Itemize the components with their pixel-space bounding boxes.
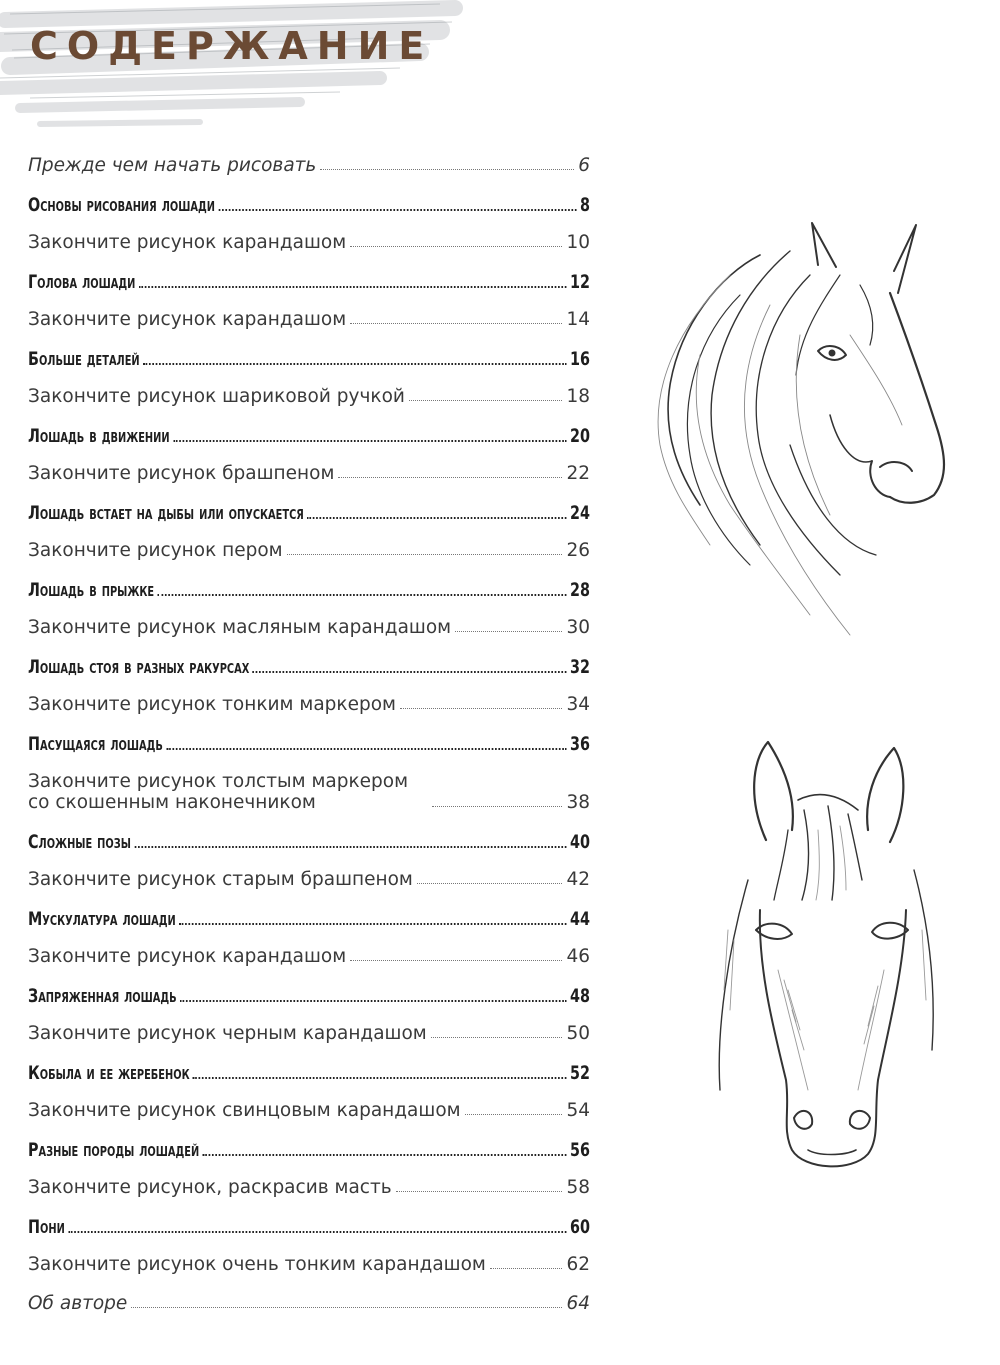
dot-leader xyxy=(417,882,563,884)
dot-leader xyxy=(396,1190,563,1192)
toc-heading-entry xyxy=(28,831,590,853)
dot-leader xyxy=(134,845,566,848)
toc-page-number: 42 xyxy=(566,869,590,890)
toc-heading-entry xyxy=(28,502,590,524)
toc-entry-title: Закончите рисунок тонким маркером xyxy=(28,694,396,715)
toc-entry xyxy=(28,1177,590,1198)
dot-leader xyxy=(409,399,563,401)
toc-entry-title: Мускулатура лошади xyxy=(28,907,176,930)
dot-leader xyxy=(350,245,562,247)
toc-heading-entry xyxy=(28,271,590,293)
toc-page-number: 12 xyxy=(569,270,590,293)
toc-entry xyxy=(28,946,590,967)
toc-entry-title: Закончите рисунок шариковой ручкой xyxy=(28,386,405,407)
toc-entry-title: Закончите рисунок брашпеном xyxy=(28,463,335,484)
dot-leader xyxy=(157,593,566,596)
dot-leader xyxy=(338,476,562,478)
dot-leader xyxy=(432,805,562,807)
toc-entry xyxy=(28,540,590,561)
toc-heading-entry xyxy=(28,985,590,1007)
toc-page-number: 22 xyxy=(566,463,590,484)
toc-page-number: 46 xyxy=(566,946,590,967)
toc-entry-title: Больше деталей xyxy=(28,347,140,370)
toc-page-number: 10 xyxy=(566,232,590,253)
toc-entry-title: Лошадь в прыжке xyxy=(28,578,155,601)
toc-heading-entry xyxy=(28,579,590,601)
toc-page-number: 44 xyxy=(569,907,590,930)
toc-entry xyxy=(28,694,590,715)
toc-page-number: 16 xyxy=(569,347,590,370)
toc-page-number: 36 xyxy=(569,732,590,755)
toc-entry-title: Закончите рисунок свинцовым карандашом xyxy=(28,1100,461,1121)
dot-leader xyxy=(179,922,567,925)
dot-leader xyxy=(350,959,562,961)
toc-entry-title: Голова лошади xyxy=(28,270,136,293)
toc-page-number: 34 xyxy=(566,694,590,715)
toc-entry xyxy=(28,617,590,638)
dot-leader xyxy=(320,168,574,170)
toc-entry xyxy=(28,1254,590,1275)
toc-heading-entry xyxy=(28,1062,590,1084)
toc-heading-entry xyxy=(28,733,590,755)
toc-page-number: 14 xyxy=(566,309,590,330)
toc-entry-title: Закончите рисунок пером xyxy=(28,540,283,561)
toc-entry-title: Прежде чем начать рисовать xyxy=(28,155,317,176)
toc-entry-title: Пони xyxy=(28,1215,65,1238)
dot-leader xyxy=(131,1306,562,1308)
dot-leader xyxy=(455,630,562,632)
toc-entry-title: Кобыла и ее жеребенок xyxy=(28,1061,190,1084)
toc-page-number: 48 xyxy=(569,984,590,1007)
toc-entry-title: Закончите рисунок карандашом xyxy=(28,946,347,967)
toc-page-number: 52 xyxy=(569,1061,590,1084)
toc-heading-entry xyxy=(28,1139,590,1161)
toc-heading-entry xyxy=(28,656,590,678)
toc-entry xyxy=(28,463,590,484)
toc-page-number: 8 xyxy=(579,193,590,216)
toc-page-number: 6 xyxy=(578,155,590,176)
dot-leader xyxy=(173,439,567,442)
toc-page-number: 50 xyxy=(566,1023,590,1044)
toc-page-number: 40 xyxy=(569,830,590,853)
toc-page-number: 56 xyxy=(569,1138,590,1161)
toc-heading-entry xyxy=(28,908,590,930)
dot-leader xyxy=(68,1230,566,1233)
dot-leader xyxy=(287,553,563,555)
toc-page-number: 60 xyxy=(569,1215,590,1238)
toc-page-number: 62 xyxy=(566,1254,590,1275)
toc-entry-title: Запряженная лошадь xyxy=(28,984,177,1007)
horse-head-sketch-mane xyxy=(640,215,960,655)
dot-leader xyxy=(193,1076,567,1079)
toc-page-number: 24 xyxy=(569,501,590,524)
dot-leader xyxy=(490,1267,563,1269)
toc-entry-title: Об авторе xyxy=(28,1292,128,1314)
dot-leader xyxy=(431,1036,563,1038)
dot-leader xyxy=(203,1153,567,1156)
toc-entry-title: Закончите рисунок карандашом xyxy=(28,232,347,253)
toc-entry-title: Лошадь в движении xyxy=(28,424,170,447)
toc-entry-title: Разные породы лошадей xyxy=(28,1138,200,1161)
toc-entry xyxy=(28,1293,590,1314)
dot-leader xyxy=(465,1113,563,1115)
toc-entry xyxy=(28,869,590,890)
toc-page-number: 18 xyxy=(566,386,590,407)
toc-entry xyxy=(28,1023,590,1044)
toc-page-number: 28 xyxy=(569,578,590,601)
toc-heading-entry xyxy=(28,425,590,447)
dot-leader xyxy=(307,516,566,519)
dot-leader xyxy=(253,670,567,673)
toc-entry xyxy=(28,155,590,176)
toc-entry-title: Закончите рисунок карандашом xyxy=(28,309,347,330)
toc-entry-title: Лошадь стоя в разных ракурсах xyxy=(28,655,250,678)
toc-entry xyxy=(28,771,590,813)
toc-entry-title: Закончите рисунок масляным карандашом xyxy=(28,617,452,638)
toc-entry-title: Закончите рисунок толстым маркером со скошенным наконечником xyxy=(28,771,409,813)
pencil-smudge-background xyxy=(0,0,470,150)
toc-page-number: 38 xyxy=(566,792,590,813)
dot-leader xyxy=(139,285,567,288)
toc-entry-title: Сложные позы xyxy=(28,830,131,853)
toc-page-number: 64 xyxy=(566,1292,590,1314)
dot-leader xyxy=(350,322,562,324)
toc-page-number: 20 xyxy=(569,424,590,447)
toc-entry xyxy=(28,1100,590,1121)
toc-heading-entry xyxy=(28,348,590,370)
toc-entry-title: Закончите рисунок очень тонким карандашом xyxy=(28,1254,486,1275)
dot-leader xyxy=(180,999,567,1002)
toc-entry-title: Лошадь встает на дыбы или опускается xyxy=(28,501,304,524)
toc-entry-title: Закончите рисунок старым брашпеном xyxy=(28,869,413,890)
toc-heading-entry xyxy=(28,194,590,216)
toc-entry xyxy=(28,309,590,330)
toc-page-number: 32 xyxy=(569,655,590,678)
toc-entry-title: Основы рисования лошади xyxy=(28,193,215,216)
dot-leader xyxy=(166,747,566,750)
toc-page-number: 30 xyxy=(566,617,590,638)
dot-leader xyxy=(400,707,562,709)
toc-entry xyxy=(28,232,590,253)
toc-entry-title: Пасущаяся лошадь xyxy=(28,732,163,755)
toc-page-number: 26 xyxy=(566,540,590,561)
toc-page-number: 54 xyxy=(566,1100,590,1121)
toc-heading-entry xyxy=(28,1216,590,1238)
toc-page-number: 58 xyxy=(566,1177,590,1198)
dot-leader xyxy=(143,362,567,365)
horse-head-sketch-front xyxy=(708,730,948,1180)
dot-leader xyxy=(218,208,576,211)
page-title: СОДЕРЖАНИЕ xyxy=(30,24,434,68)
toc-entry-title: Закончите рисунок черным карандашом xyxy=(28,1023,427,1044)
toc-entry-title: Закончите рисунок, раскрасив масть xyxy=(28,1177,392,1198)
toc-entry xyxy=(28,386,590,407)
